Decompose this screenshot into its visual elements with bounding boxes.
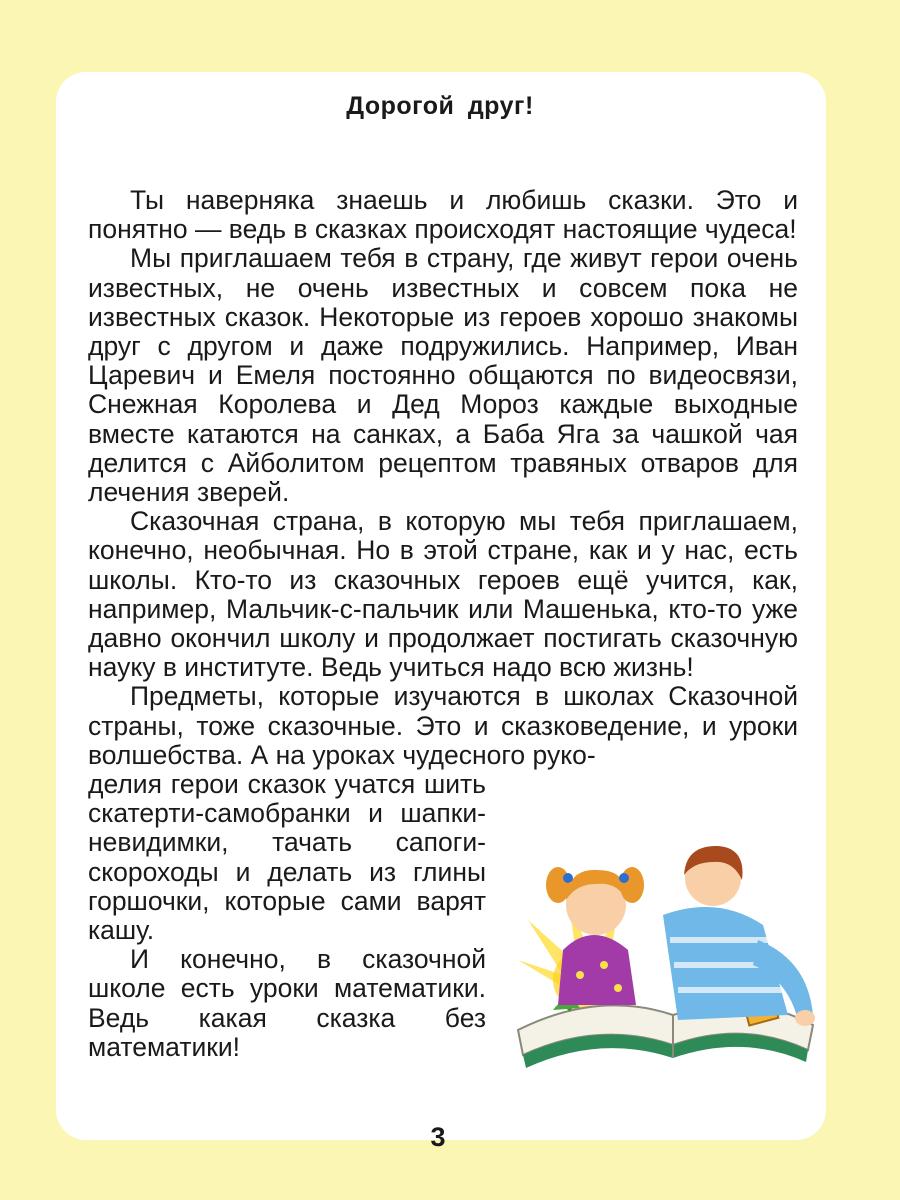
boy-icon <box>663 846 815 1026</box>
page-title: Дорогой друг! <box>346 92 534 120</box>
paragraph-2: Мы приглашаем тебя в страну, где живут герои очень известных, не очень известных и совсем пока не известных сказок. Некоторые из героев хорошо знакомы друг с другом и даже подружились. Например, Иван Царевич и Емеля постоянно общаются по видеосвязи, Снежная Королева и Дед Мороз каждые выходные вместе катаются на санках, а Баба Яга за чашкой чая делится с Айболитом рецептом травяных отваров для лечения зверей. <box>88 243 798 508</box>
children-reading-book-illustration <box>508 840 826 1080</box>
paragraph-3: Сказочная страна, в которую мы тебя приглашаем, конечно, необычная. Но в этой стране, как и у нас, есть школы. Кто-то из сказочных героев ещё учится, как, например, Мальчик-с-пальчик или Машенька, кто-то уже давно окончил школу и продолжает постигать сказочную науку в институте. Ведь учиться надо всю жизнь! <box>88 506 798 683</box>
page-number: 3 <box>430 1122 446 1152</box>
paragraph-1: Ты наверняка знаешь и любишь сказки. Это и понятно — ведь в сказках происходят настоящие чудеса! <box>88 185 798 245</box>
paragraph-4: Предметы, которые изучаются в школах Сказочной страны, тоже сказочные. Это и сказковедение, и уроки волшебства. А на уроках чудесного руко- <box>88 681 798 770</box>
paragraph-4-continued: делия герои сказок учатся шить скатерти-самобранки и шапки-невидимки, тачать сапоги-скороходы и делать из глины горшочки, которые сами варят кашу. <box>88 769 486 946</box>
girl-icon <box>546 867 644 1005</box>
paragraph-5: И конечно, в сказочной школе есть уроки математики. Ведь какая сказка без математики! <box>88 944 486 1062</box>
